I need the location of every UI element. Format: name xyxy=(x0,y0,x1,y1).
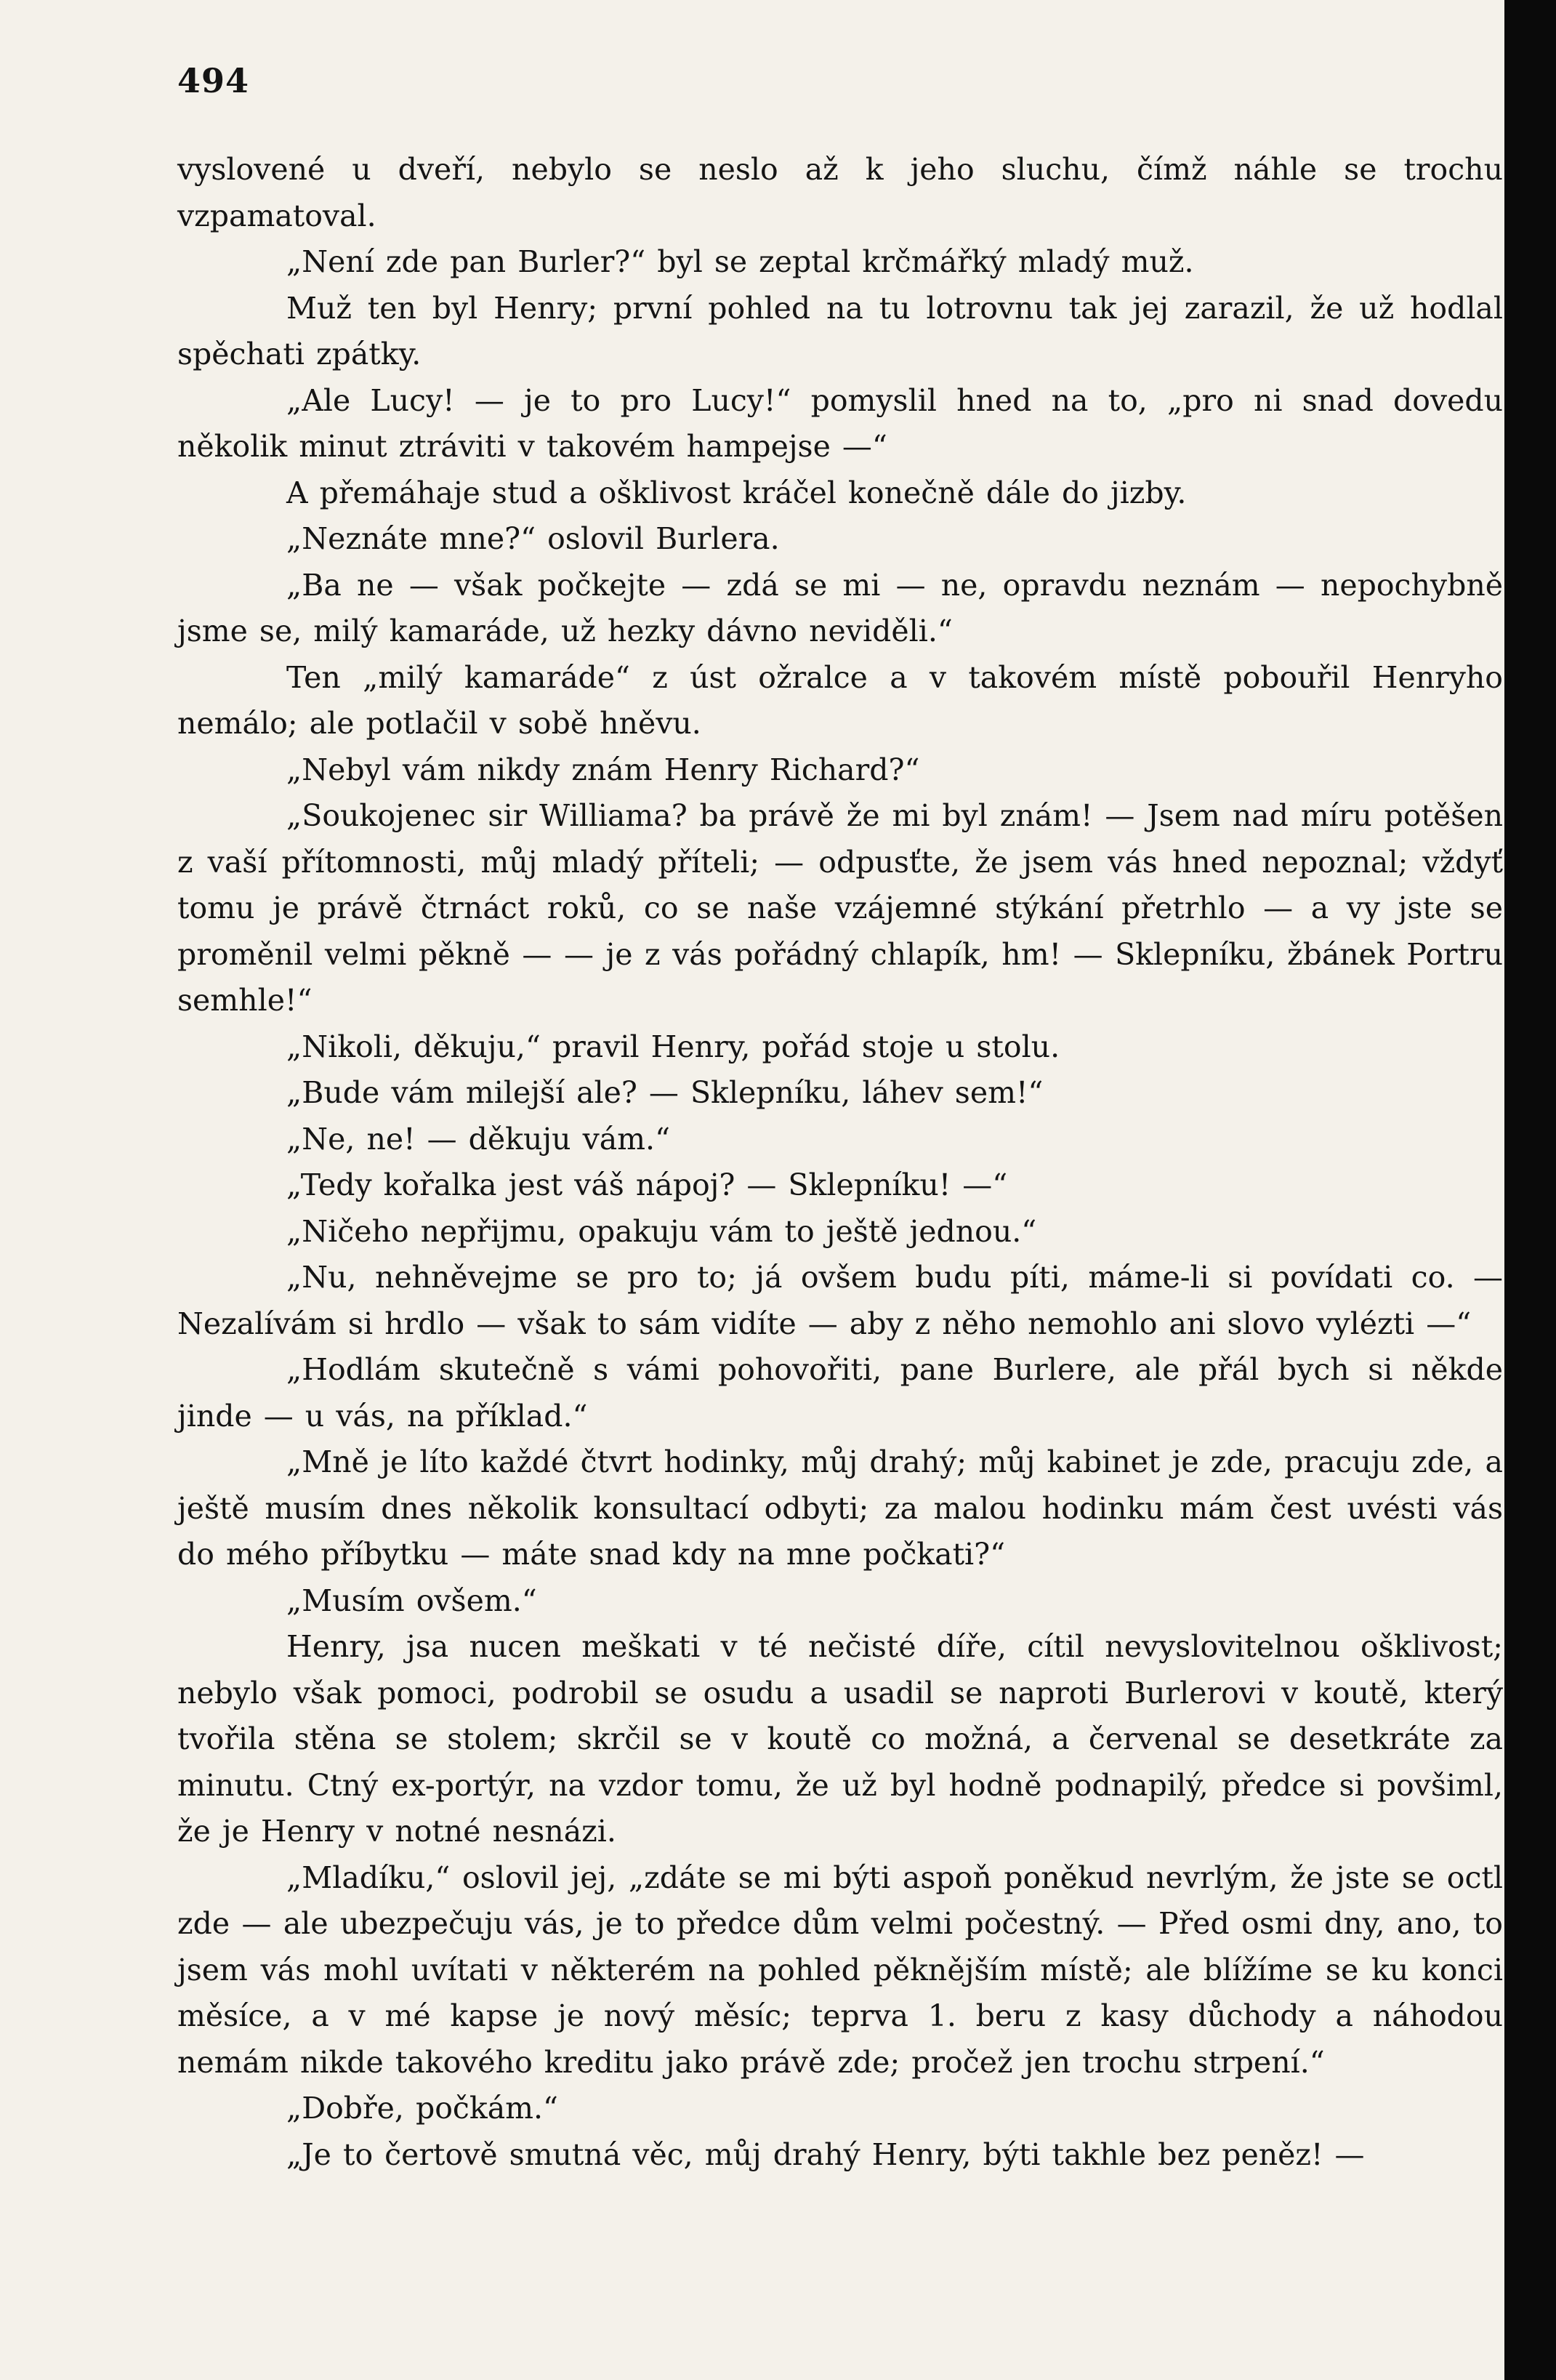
paragraph: „Soukojenec sir Williama? ba právě že mi byl znám! — Jsem nad míru potěšen z vaší přítomnosti, můj mladý příteli; — odpusťte, že jsem vás hned nepoznal; vždyť tomu je právě čtrnáct roků, co se naše vzájemné stýkání přetrhlo — a vy jste se proměnil velmi pěkně — — je z vás pořádný chlapík, hm! — Sklepníku, žbánek Portru semhle!“ xyxy=(177,798,1503,1018)
paragraph: „Nu, nehněvejme se pro to; já ovšem budu píti, máme-li si povídati co. — Nezalívám si hrdlo — však to sám vidíte — aby z něho nemohlo ani slovo vylézti —“ xyxy=(177,1260,1503,1341)
paragraph: „Ne, ne! — děkuju vám.“ xyxy=(286,1121,671,1157)
paragraph: „Ale Lucy! — je to pro Lucy!“ pomyslil hned na to, „pro ni snad dovedu několik minut ztráviti v takovém hampejse —“ xyxy=(177,382,1503,464)
paragraph: vyslovené u dveří, nebylo se neslo až k jeho sluchu, čímž náhle se trochu vzpamatoval. xyxy=(177,152,1503,233)
paragraph: „Ničeho nepřijmu, opakuju vám to ještě jednou.“ xyxy=(286,1213,1037,1249)
paragraph: „Musím ovšem.“ xyxy=(286,1583,537,1618)
paragraph: „Bude vám milejší ale? — Sklepníku, láhev sem!“ xyxy=(286,1075,1044,1110)
paragraph: „Nikoli, děkuju,“ pravil Henry, pořád stoje u stolu. xyxy=(286,1029,1060,1064)
paragraph: „Ba ne — však počkejte — zdá se mi — ne, opravdu neznám — nepochybně jsme se, milý kamaráde, už hezky dávno neviděli.“ xyxy=(177,567,1503,648)
paragraph: „Dobře, počkám.“ xyxy=(286,2091,559,2126)
scan-dark-edge xyxy=(1504,0,1556,2380)
paragraph: Henry, jsa nucen meškati v té nečisté díře, cítil nevyslovitelnou ošklivost; nebylo však pomoci, podrobil se osudu a usadil se naproti Burlerovi v koutě, který tvořila stěna se stolem; skrčil se v koutě co možná, a červenal se desetkráte za minutu. Ctný ex-portýr, na vzdor tomu, že už byl hodně podnapilý, předce si povšiml, že je Henry v notné nesnázi. xyxy=(177,1629,1503,1849)
body-text xyxy=(177,147,1503,2178)
paragraph: „Hodlám skutečně s vámi pohovořiti, pane Burlere, ale přál bych si někde jinde — u vás, na příklad.“ xyxy=(177,1352,1503,1434)
paragraph: „Není zde pan Burler?“ byl se zeptal krčmářký mladý muž. xyxy=(286,244,1194,279)
paragraph: „Nebyl vám nikdy znám Henry Richard?“ xyxy=(286,752,920,787)
paragraph: Ten „milý kamaráde“ z úst ožralce a v takovém místě pobouřil Henryho nemálo; ale potlačil v sobě hněvu. xyxy=(177,659,1503,741)
paragraph: „Mladíku,“ oslovil jej, „zdáte se mi býti aspoň poněkud nevrlým, že jste se octl zde — ale ubezpečuju vás, je to předce dům velmi počestný. — Před osmi dny, ano, to jsem vás mohl uvítati v některém na pohled pěknějším místě; ale blížíme se ku konci měsíce, a v mé kapse je nový měsíc; teprva 1. beru z kasy důchody a náhodou nemám nikde takového kreditu jako právě zde; pročež jen trochu strpení.“ xyxy=(177,1860,1503,2080)
paragraph: „Tedy kořalka jest váš nápoj? — Sklepníku! —“ xyxy=(286,1167,1008,1202)
paragraph: „Je to čertově smutná věc, můj drahý Henry, býti takhle bez peněz! — xyxy=(286,2136,1365,2172)
paragraph: „Neznáte mne?“ oslovil Burlera. xyxy=(286,521,780,556)
paragraph: A přemáhaje stud a ošklivost kráčel konečně dále do jizby. xyxy=(286,475,1187,510)
paragraph: Muž ten byl Henry; první pohled na tu lotrovnu tak jej zarazil, že už hodlal spěchati zpátky. xyxy=(177,290,1503,371)
page-number: 494 xyxy=(177,61,250,100)
paragraph: „Mně je líto každé čtvrt hodinky, můj drahý; můj kabinet je zde, pracuju zde, a ještě musím dnes několik konsultací odbyti; za malou hodinku mám čest uvésti vás do mého příbytku — máte snad kdy na mne počkati?“ xyxy=(177,1444,1503,1572)
